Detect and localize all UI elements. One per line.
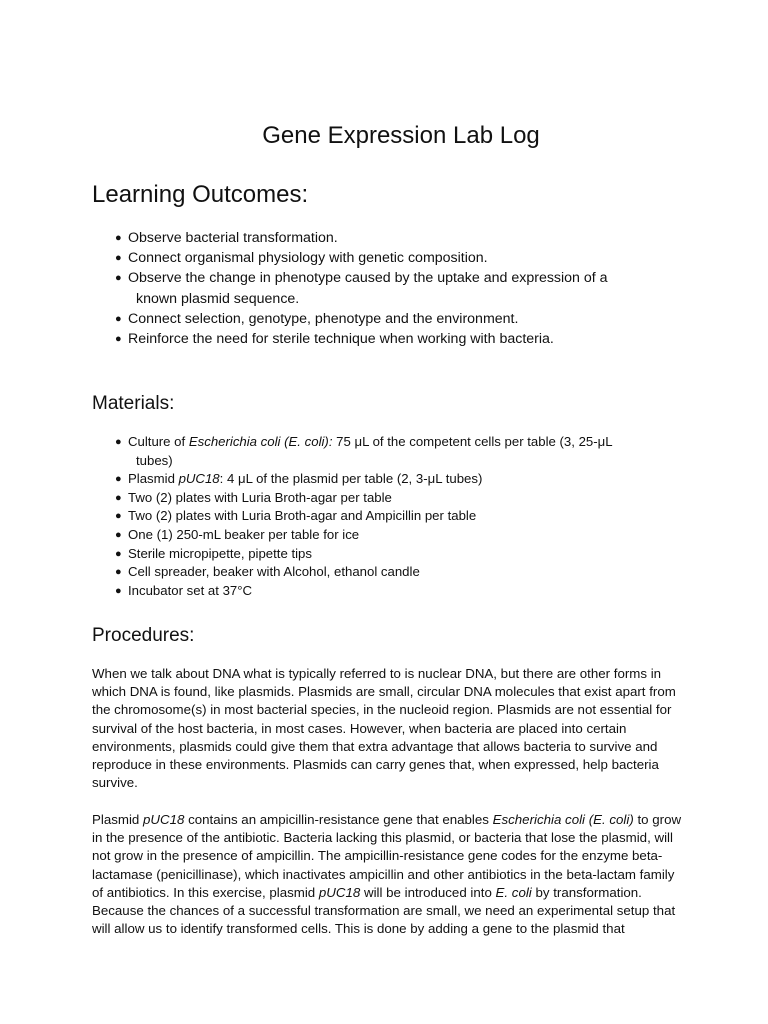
list-item: ● Incubator set at 37°C	[115, 582, 675, 601]
list-item: ● Observe bacterial transformation.	[115, 228, 675, 248]
list-item: ● Culture of Escherichia coli (E. coli): 75 μL of the competent cells per table (3, 25-μL tubes)	[115, 433, 675, 470]
list-item: ● Two (2) plates with Luria Broth-agar per table	[115, 489, 675, 508]
list-item: ● Plasmid pUC18: 4 μL of the plasmid per table (2, 3-μL tubes)	[115, 470, 675, 489]
materials-heading: Materials:	[92, 393, 175, 414]
procedures-paragraph-1: When we talk about DNA what is typically referred to is nuclear DNA, but there are other forms in which DNA is found, like plasmids. Plasmids are small, circular DNA molecules that exist apart from the chromosome(s) in most bacterial species, in the nucleoid region. Plasmids are not essential for survival of the host bacteria, in most cases. However, when bacteria are placed into certain environments, plasmids could give them that extra advantage that allows bacteria to survive and reproduce in these environments. Plasmids can carry genes that, when expressed, help bacteria survive.	[92, 666, 676, 791]
procedures-paragraph-2: Plasmid pUC18 contains an ampicillin-resistance gene that enables Escherichia coli (E. coli) to grow in the presence of the antibiotic. Bacteria lacking this plasmid, or bacteria that lose the plasmid, will not grow in the presence of ampicillin. The ampicillin-resistance gene codes for the enzyme beta-lactamase (penicillinase), which inactivates ampicillin and other antibiotics in the beta-lactam family of antibiotics. In this exercise, plasmid pUC18 will be introduced into E. coli by transformation. Because the chances of a successful transformation are small, we need an experimental setup that will allow us to identify transformed cells. This is done by adding a gene to the plasmid that	[92, 812, 682, 937]
list-item: ● One (1) 250-mL beaker per table for ice	[115, 526, 675, 545]
list-item: ● Cell spreader, beaker with Alcohol, ethanol candle	[115, 563, 675, 582]
learning-outcomes-heading: Learning Outcomes:	[92, 181, 309, 208]
procedures-heading: Procedures:	[92, 625, 195, 646]
list-item: ● Reinforce the need for sterile technique when working with bacteria.	[115, 329, 675, 349]
list-item: ● Connect selection, genotype, phenotype and the environment.	[115, 309, 675, 329]
list-item: ● Observe the change in phenotype caused by the uptake and expression of a known plasmid sequence.	[115, 268, 675, 308]
list-item: ● Two (2) plates with Luria Broth-agar and Ampicillin per table	[115, 507, 675, 526]
list-item: ● Connect organismal physiology with genetic composition.	[115, 248, 675, 268]
list-item: ● Sterile micropipette, pipette tips	[115, 545, 675, 564]
learning-outcomes-list	[115, 228, 675, 349]
materials-list	[115, 433, 675, 600]
document-title: Gene Expression Lab Log	[262, 122, 540, 149]
